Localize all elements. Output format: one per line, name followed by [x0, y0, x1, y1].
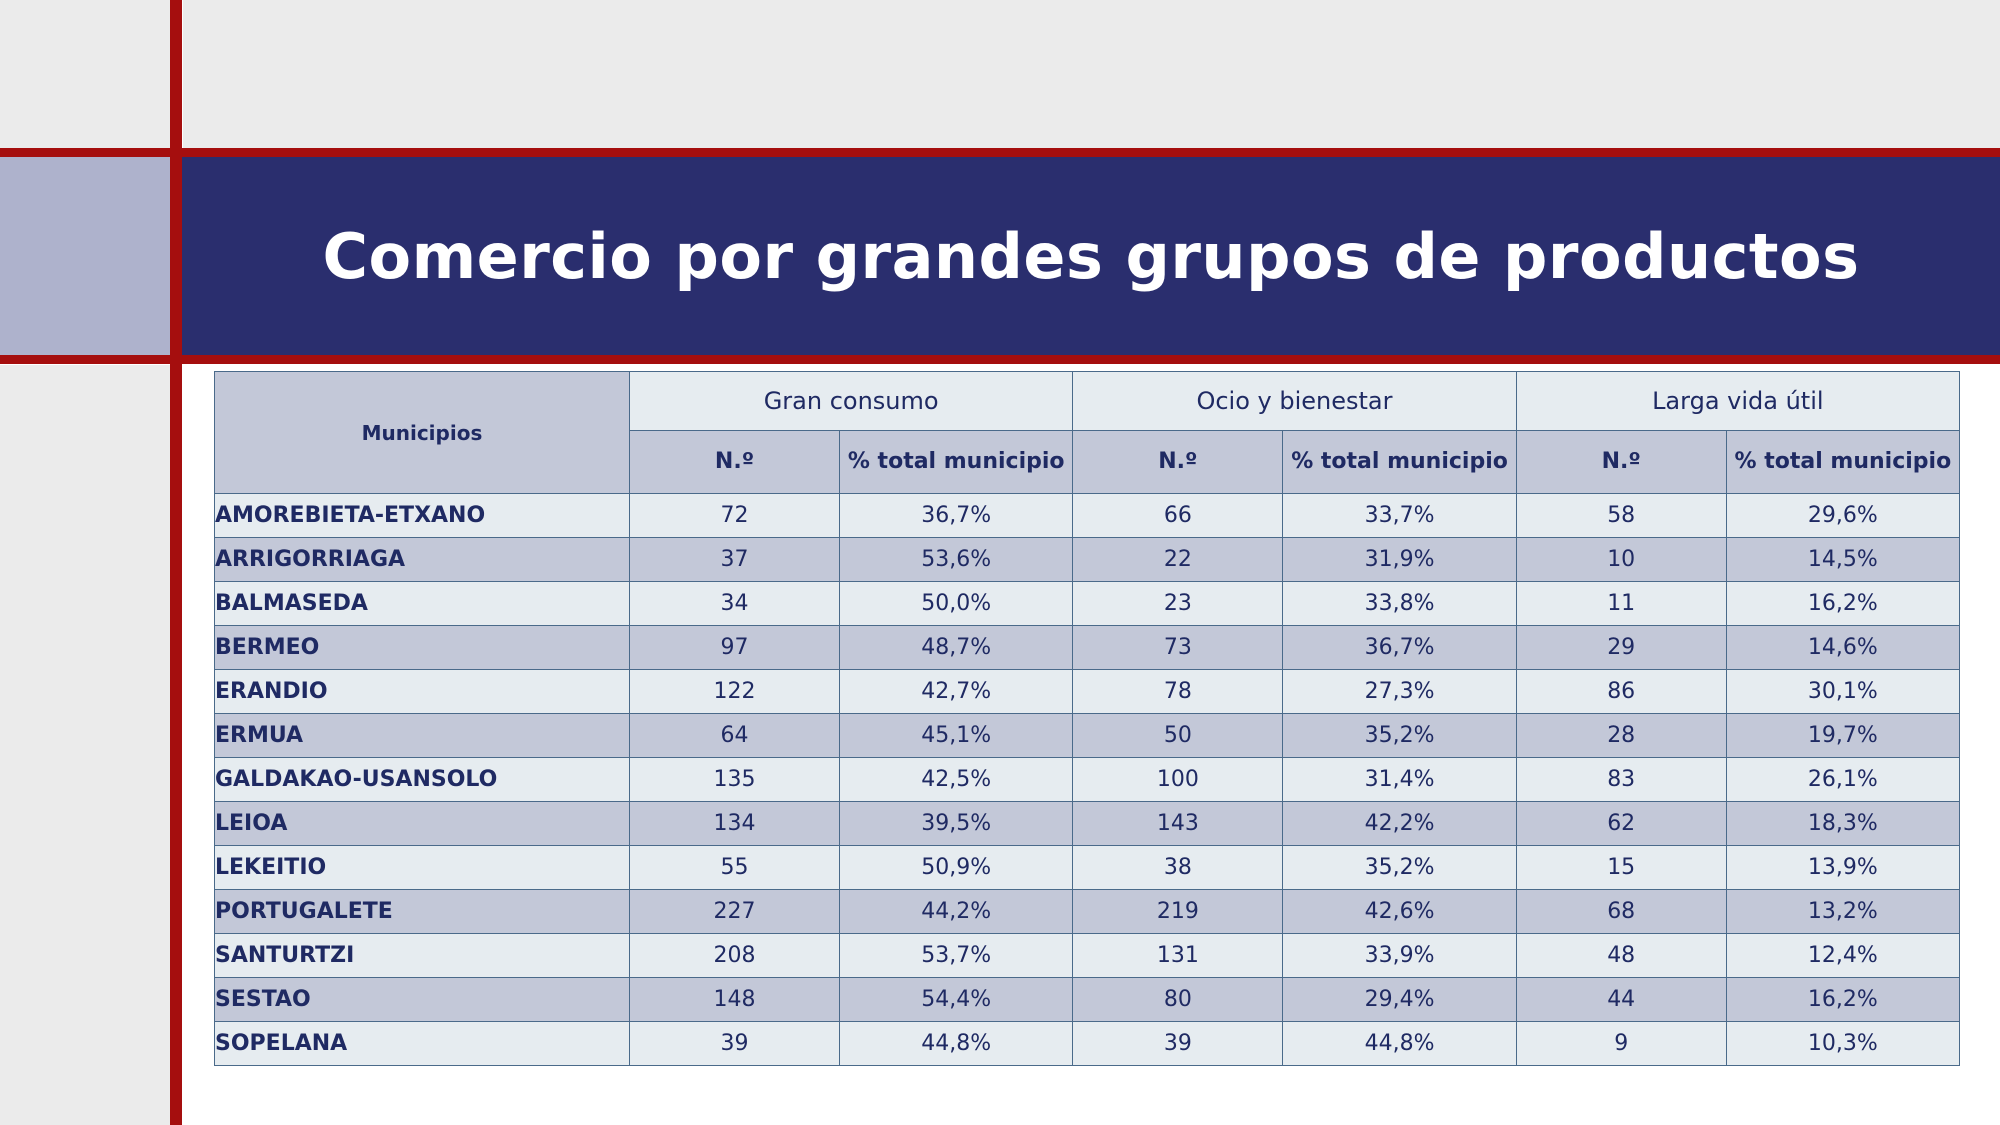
cell-municipio: BALMASEDA — [215, 582, 630, 626]
cell-value: 73 — [1073, 626, 1283, 670]
cell-value: 86 — [1516, 670, 1726, 714]
cell-value: 26,1% — [1726, 758, 1959, 802]
table-row — [215, 582, 1960, 626]
cell-value: 50 — [1073, 714, 1283, 758]
cell-value: 42,7% — [840, 670, 1073, 714]
cell-value: 13,2% — [1726, 890, 1959, 934]
decor-top-left-block — [0, 0, 170, 148]
table-header-groups — [215, 372, 1960, 431]
cell-value: 29,6% — [1726, 494, 1959, 538]
cell-value: 37 — [629, 538, 839, 582]
cell-value: 13,9% — [1726, 846, 1959, 890]
cell-value: 83 — [1516, 758, 1726, 802]
cell-value: 19,7% — [1726, 714, 1959, 758]
cell-value: 55 — [629, 846, 839, 890]
cell-value: 53,7% — [840, 934, 1073, 978]
data-table-container — [214, 371, 1960, 1066]
cell-value: 227 — [629, 890, 839, 934]
cell-municipio: ERMUA — [215, 714, 630, 758]
cell-value: 53,6% — [840, 538, 1073, 582]
cell-municipio: SANTURTZI — [215, 934, 630, 978]
cell-value: 148 — [629, 978, 839, 1022]
header-group-larga-vida-util: Larga vida útil — [1516, 372, 1959, 431]
header-group-gran-consumo: Gran consumo — [629, 372, 1072, 431]
table-row — [215, 978, 1960, 1022]
cell-value: 54,4% — [840, 978, 1073, 1022]
cell-value: 134 — [629, 802, 839, 846]
cell-municipio: SESTAO — [215, 978, 630, 1022]
cell-value: 131 — [1073, 934, 1283, 978]
cell-value: 122 — [629, 670, 839, 714]
cell-value: 12,4% — [1726, 934, 1959, 978]
cell-value: 29 — [1516, 626, 1726, 670]
table-row — [215, 670, 1960, 714]
cell-value: 39,5% — [840, 802, 1073, 846]
header-sub-numero-2: N.º — [1073, 431, 1283, 494]
cell-value: 28 — [1516, 714, 1726, 758]
header-sub-porcentaje-3: % total municipio — [1726, 431, 1959, 494]
cell-municipio: BERMEO — [215, 626, 630, 670]
cell-value: 30,1% — [1726, 670, 1959, 714]
cell-value: 38 — [1073, 846, 1283, 890]
cell-value: 48 — [1516, 934, 1726, 978]
cell-value: 58 — [1516, 494, 1726, 538]
cell-value: 135 — [629, 758, 839, 802]
cell-value: 9 — [1516, 1022, 1726, 1066]
header-sub-porcentaje-1: % total municipio — [840, 431, 1073, 494]
table-row — [215, 538, 1960, 582]
cell-value: 18,3% — [1726, 802, 1959, 846]
cell-value: 33,7% — [1283, 494, 1516, 538]
cell-value: 48,7% — [840, 626, 1073, 670]
cell-municipio: GALDAKAO-USANSOLO — [215, 758, 630, 802]
cell-value: 10 — [1516, 538, 1726, 582]
cell-municipio: ARRIGORRIAGA — [215, 538, 630, 582]
cell-value: 31,4% — [1283, 758, 1516, 802]
cell-municipio: AMOREBIETA-ETXANO — [215, 494, 630, 538]
table-row — [215, 846, 1960, 890]
table-row — [215, 714, 1960, 758]
cell-value: 100 — [1073, 758, 1283, 802]
cell-value: 143 — [1073, 802, 1283, 846]
cell-value: 23 — [1073, 582, 1283, 626]
cell-value: 15 — [1516, 846, 1726, 890]
table-row — [215, 890, 1960, 934]
table-row — [215, 758, 1960, 802]
header-municipios: Municipios — [215, 372, 630, 494]
cell-value: 34 — [629, 582, 839, 626]
cell-value: 208 — [629, 934, 839, 978]
cell-value: 16,2% — [1726, 582, 1959, 626]
table-row — [215, 626, 1960, 670]
cell-value: 36,7% — [1283, 626, 1516, 670]
cell-value: 31,9% — [1283, 538, 1516, 582]
cell-municipio: LEKEITIO — [215, 846, 630, 890]
cell-value: 50,0% — [840, 582, 1073, 626]
decor-horizontal-rule-bottom — [0, 355, 2000, 364]
header-sub-numero-3: N.º — [1516, 431, 1726, 494]
cell-value: 42,6% — [1283, 890, 1516, 934]
decor-vertical-rule — [170, 0, 182, 1125]
cell-value: 36,7% — [840, 494, 1073, 538]
cell-value: 39 — [1073, 1022, 1283, 1066]
cell-value: 27,3% — [1283, 670, 1516, 714]
table-body — [215, 494, 1960, 1066]
header-sub-numero-1: N.º — [629, 431, 839, 494]
cell-value: 14,6% — [1726, 626, 1959, 670]
decor-left-lavender-block — [0, 157, 170, 355]
header-sub-porcentaje-2: % total municipio — [1283, 431, 1516, 494]
cell-municipio: LEIOA — [215, 802, 630, 846]
cell-value: 33,9% — [1283, 934, 1516, 978]
cell-value: 64 — [629, 714, 839, 758]
decor-left-lower-block — [0, 365, 170, 1125]
cell-value: 97 — [629, 626, 839, 670]
header-group-ocio-y-bienestar: Ocio y bienestar — [1073, 372, 1516, 431]
cell-value: 68 — [1516, 890, 1726, 934]
cell-value: 72 — [629, 494, 839, 538]
table-row — [215, 1022, 1960, 1066]
cell-value: 50,9% — [840, 846, 1073, 890]
cell-municipio: SOPELANA — [215, 1022, 630, 1066]
decor-top-band — [183, 0, 2000, 148]
cell-municipio: PORTUGALETE — [215, 890, 630, 934]
cell-value: 44,2% — [840, 890, 1073, 934]
cell-municipio: ERANDIO — [215, 670, 630, 714]
slide-title-bar — [182, 157, 2000, 355]
cell-value: 44 — [1516, 978, 1726, 1022]
table-row — [215, 934, 1960, 978]
cell-value: 11 — [1516, 582, 1726, 626]
decor-horizontal-rule-top — [0, 148, 2000, 157]
cell-value: 45,1% — [840, 714, 1073, 758]
cell-value: 78 — [1073, 670, 1283, 714]
cell-value: 62 — [1516, 802, 1726, 846]
cell-value: 22 — [1073, 538, 1283, 582]
cell-value: 44,8% — [840, 1022, 1073, 1066]
cell-value: 10,3% — [1726, 1022, 1959, 1066]
table-row — [215, 802, 1960, 846]
cell-value: 39 — [629, 1022, 839, 1066]
cell-value: 35,2% — [1283, 714, 1516, 758]
cell-value: 29,4% — [1283, 978, 1516, 1022]
cell-value: 33,8% — [1283, 582, 1516, 626]
cell-value: 219 — [1073, 890, 1283, 934]
cell-value: 66 — [1073, 494, 1283, 538]
cell-value: 44,8% — [1283, 1022, 1516, 1066]
cell-value: 42,5% — [840, 758, 1073, 802]
page-title: Comercio por grandes grupos de productos — [322, 219, 1860, 293]
products-by-municipality-table — [214, 371, 1960, 1066]
cell-value: 80 — [1073, 978, 1283, 1022]
cell-value: 16,2% — [1726, 978, 1959, 1022]
cell-value: 14,5% — [1726, 538, 1959, 582]
cell-value: 35,2% — [1283, 846, 1516, 890]
table-row — [215, 494, 1960, 538]
cell-value: 42,2% — [1283, 802, 1516, 846]
